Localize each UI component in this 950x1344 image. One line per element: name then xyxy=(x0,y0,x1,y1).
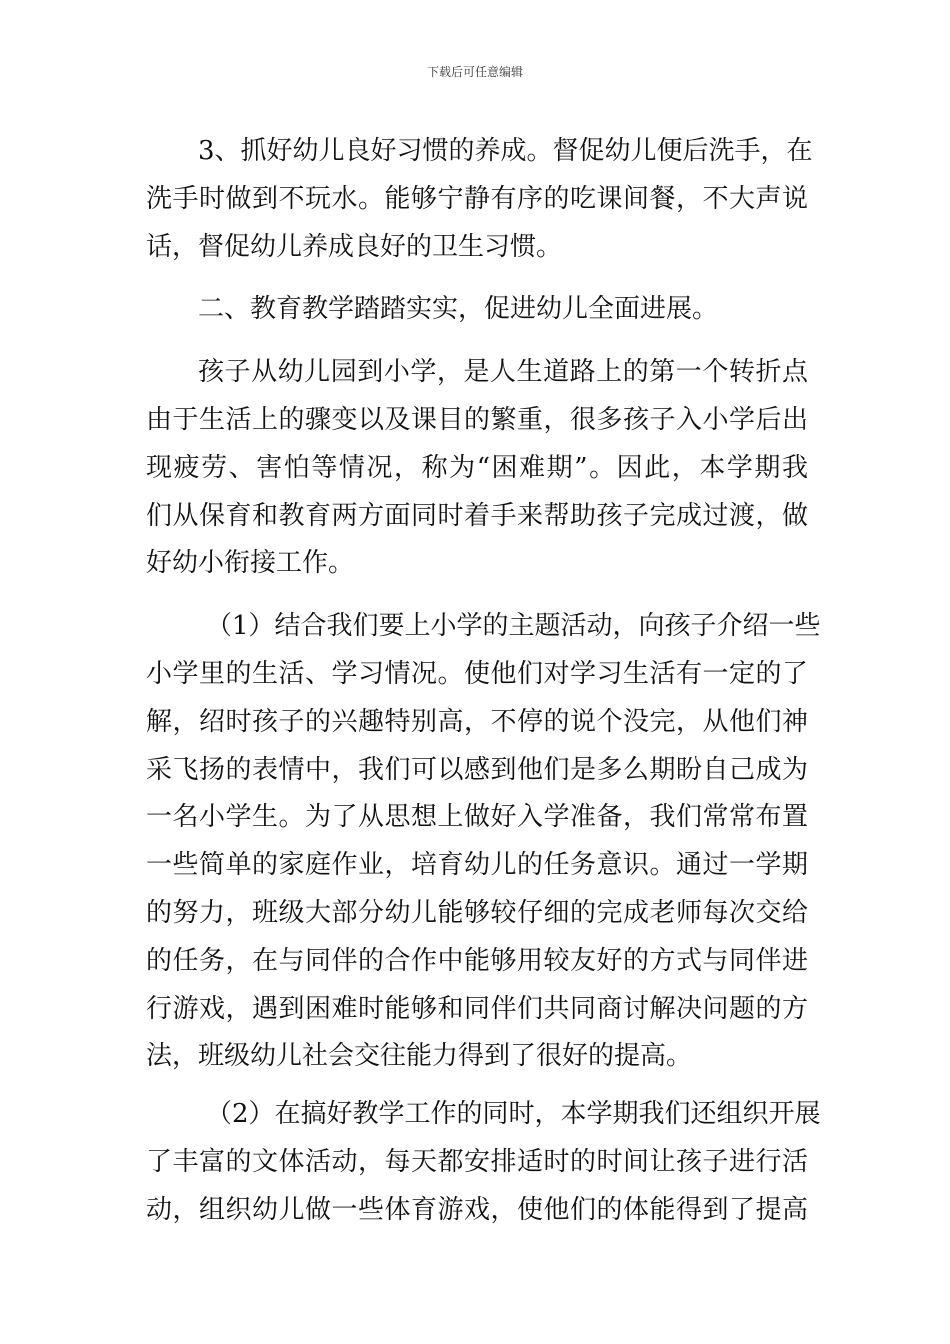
text-line: 行游戏，遇到困难时能够和同伴们共同商讨解决问题的方 xyxy=(146,993,808,1024)
text-line: （2）在搞好教学工作的同时，本学期我们还组织开展 xyxy=(206,1099,821,1130)
page-header: 下载后可任意编辑 xyxy=(426,65,523,79)
text-line: 法，班级幼儿社会交往能力得到了很好的提高。 xyxy=(146,1041,693,1072)
section-heading-education xyxy=(146,286,808,334)
text-line: 采飞扬的表情中，我们可以感到他们是多么期盼自己成为 xyxy=(146,754,808,785)
text-line: 解，绍时孩子的兴趣特别高，不停的说个没完，从他们神 xyxy=(146,706,808,737)
document-body xyxy=(146,128,821,1235)
text-line: 了丰富的文体活动，每天都安排适时的时间让孩子进行活 xyxy=(146,1146,808,1177)
text-line: 洗手时做到不玩水。能够宁静有序的吃课间餐，不大声说 xyxy=(146,183,808,214)
paragraph-item-1 xyxy=(146,603,821,1081)
text-line: 们从保育和教育两方面同时着手来帮助孩子完成过渡，做 xyxy=(146,500,808,531)
text-line: 一名小学生。为了从思想上做好入学准备，我们常常布置 xyxy=(146,802,808,833)
text-line: 现疲劳、害怕等情况，称为“困难期”。因此，本学期我 xyxy=(146,452,808,483)
text-line: 小学里的生活、学习情况。使他们对学习生活有一定的了 xyxy=(146,658,808,689)
text-line: 动，组织幼儿做一些体育游戏，使他们的体能得到了提高 xyxy=(146,1194,808,1225)
paragraph-habits xyxy=(146,128,813,271)
text-line: 3、抓好幼儿良好习惯的养成。督促幼儿便后洗手，在 xyxy=(198,136,813,166)
paragraph-transition xyxy=(146,349,808,588)
section-heading: 二、教育教学踏踏实实，促进幼儿全面进展。 xyxy=(198,294,719,325)
text-line: 一些简单的家庭作业，培育幼儿的任务意识。通过一学期 xyxy=(146,850,808,881)
text-line: 话，督促幼儿养成良好的卫生习惯。 xyxy=(146,231,563,262)
text-line: （1）结合我们要上小学的主题活动，向孩子介绍一些 xyxy=(206,611,821,642)
text-line: 由于生活上的骤变以及课目的繁重，很多孩子入小学后出 xyxy=(146,404,808,435)
text-line: 的任务，在与同伴的合作中能够用较友好的方式与同伴进 xyxy=(146,945,808,976)
text-line: 的努力，班级大部分幼儿能够较仔细的完成老师每次交给 xyxy=(146,897,808,928)
text-line: 好幼小衔接工作。 xyxy=(146,548,355,579)
text-line: 孩子从幼儿园到小学，是人生道路上的第一个转折点 xyxy=(198,357,808,388)
paragraph-item-2 xyxy=(146,1091,821,1234)
